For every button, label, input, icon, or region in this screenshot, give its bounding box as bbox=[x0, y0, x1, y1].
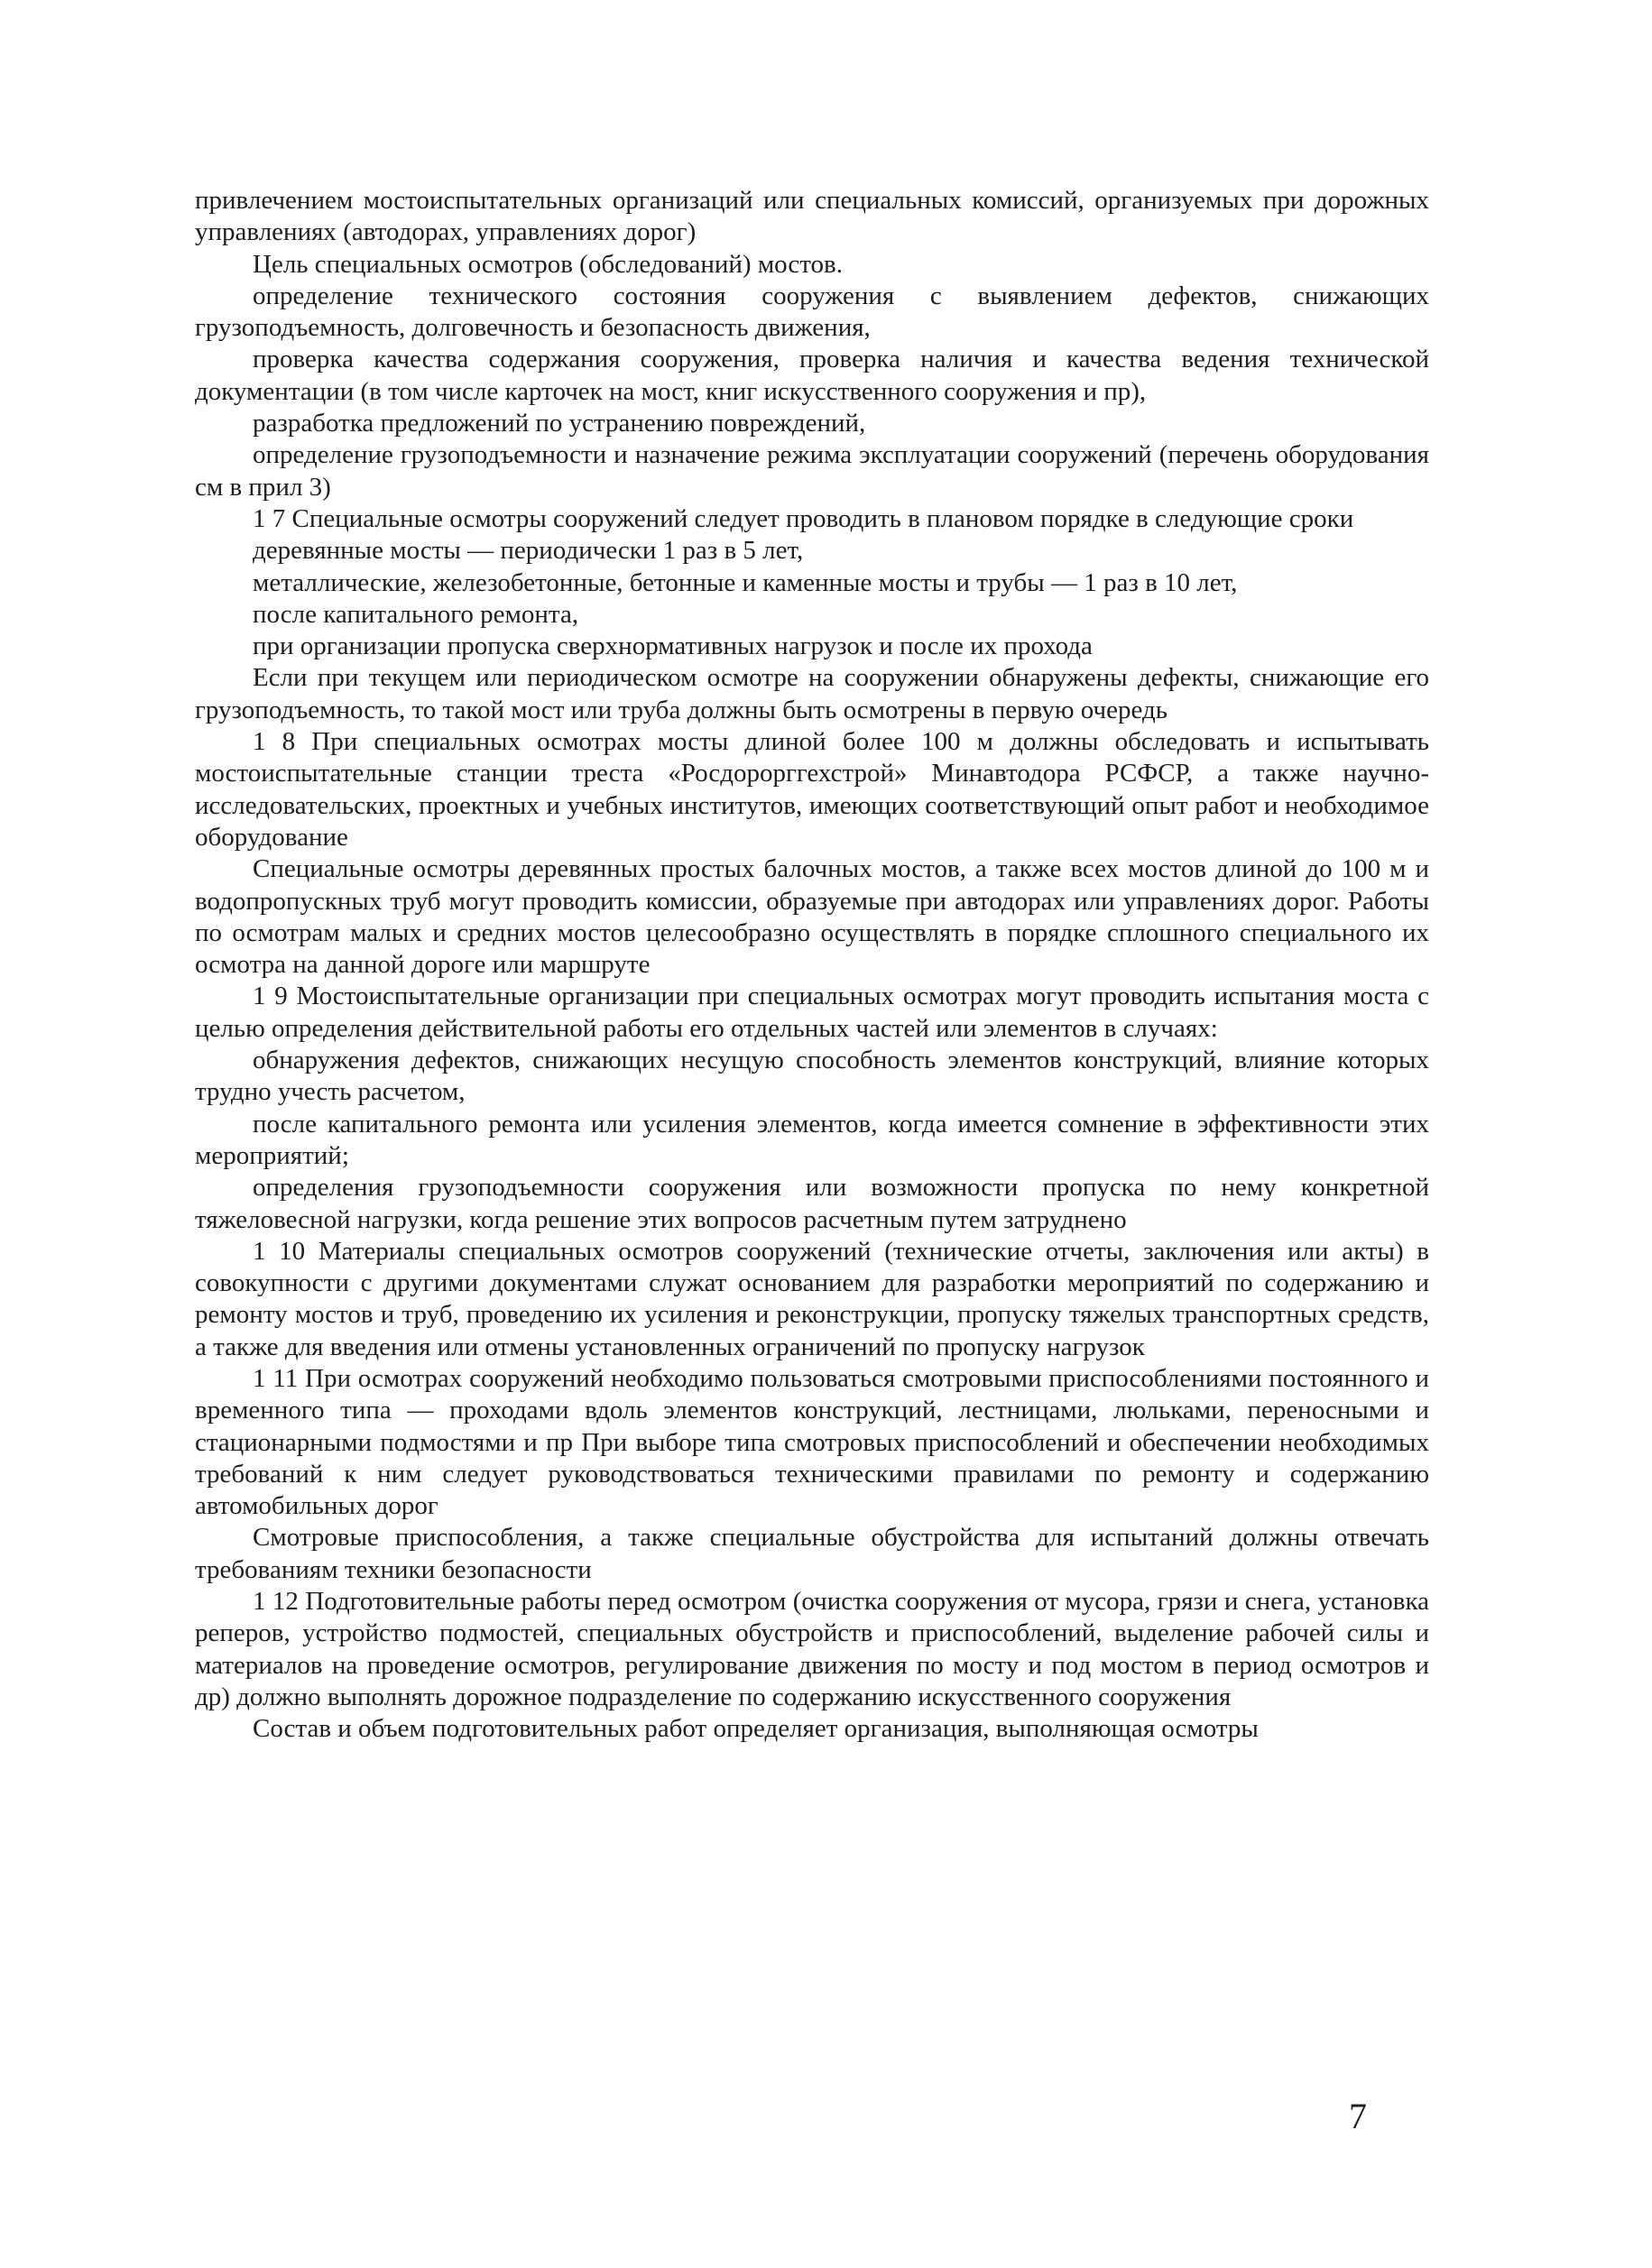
paragraph: после капитального ремонта, bbox=[253, 599, 579, 629]
paragraph: 1 9 Мостоиспытательные организации при специальных осмотрах могут проводить испытания моста с целью определения действительной работы его отдельных частей или элементов в случаях: bbox=[195, 982, 1429, 1043]
paragraph: 1 7 Специальные осмотры сооружений следует проводить в плановом порядке в следующие сроки bbox=[253, 503, 1354, 533]
paragraph: Смотровые приспособления, а также специальные обустройства для испытаний должны отвечать требованиям техники безопасности bbox=[195, 1523, 1429, 1584]
paragraph: деревянные мосты — периодически 1 раз в 5 лет, bbox=[253, 536, 804, 566]
paragraph: 1 8 При специальных осмотрах мосты длиной более 100 м должны обследовать и испытывать мостоиспытательные станции треста «Росдорорггехстрой» Минавтодора РСФСР, а также научно-исследовательских, проектных и учебных институтов, имеющих соответствующий опыт работ и необходимое оборудование bbox=[195, 727, 1429, 852]
paragraph: 1 12 Подготовительные работы перед осмотром (очистка сооружения от мусора, грязи и снега, установка реперов, устройство подмостей, специальных обустройств и приспособлений, выделение рабочей силы и материалов на проведение осмотров, регулирование движения по мосту и под мостом в период осмотров и др) должно выполнять дорожное подразделение по содержанию искусственного сооружения bbox=[195, 1587, 1429, 1711]
paragraph: Специальные осмотры деревянных простых балочных мостов, а также всех мостов длиной до 100 м и водопропускных труб могут проводить комиссии, образуемые при автодорах или управлениях дорог. Работы по осмотрам малых и средних мостов целесообразно осуществлять в порядке сплошного специального их осмотра на данной дороге или маршруте bbox=[195, 854, 1429, 980]
paragraph: определения грузоподъемности сооружения или возможности пропуска по нему конкретной тяжеловесной нагрузки, когда решение этих вопросов расчетным путем затруднено bbox=[195, 1173, 1429, 1234]
paragraph: после капитального ремонта или усиления элементов, когда имеется сомнение в эффективности этих мероприятий; bbox=[195, 1109, 1429, 1170]
paragraph: Состав и объем подготовительных работ определяет организация, выполняющая осмотры bbox=[253, 1714, 1259, 1744]
paragraph: при организации пропуска сверхнормативных нагрузок и после их прохода bbox=[253, 632, 1093, 661]
paragraph: Если при текущем или периодическом осмотре на сооружении обнаружены дефекты, снижающие его грузоподъемность, то такой мост или труба должны быть осмотрены в первую очередь bbox=[195, 663, 1429, 724]
paragraph: 1 10 Материалы специальных осмотров сооружений (технические отчеты, заключения или акты) в совокупности с другими документами служат основанием для разработки мероприятий по содержанию и ремонту мостов и труб, проведению их усиления и реконструкции, пропуску тяжелых транспортных средств, а также для введения или отмены установленных ограничений по пропуску нагрузок bbox=[195, 1236, 1429, 1361]
paragraph: определение технического состояния сооружения с выявлением дефектов, снижающих грузоподъемность, долговечность и безопасность движения, bbox=[195, 281, 1429, 343]
paragraph: 1 11 При осмотрах сооружений необходимо пользоваться смотровыми приспособлениями постоянного и временного типа — проходами вдоль элементов конструкций, лестницами, люльками, переносными и стационарными подмостями и пр При выборе типа смотровых приспособлений и обеспечении необходимых требований к ним следует руководствоваться техническими правилами по ремонту и содержанию автомобильных дорог bbox=[195, 1363, 1429, 1521]
paragraph: обнаружения дефектов, снижающих несущую способность элементов конструкций, влияние которых трудно учесть расчетом, bbox=[195, 1046, 1429, 1107]
paragraph: разработка предложений по устранению повреждений, bbox=[253, 409, 866, 438]
paragraph: определение грузоподъемности и назначение режима эксплуатации сооружений (перечень оборудования см в прил 3) bbox=[195, 440, 1429, 502]
page-number: 7 bbox=[1349, 2096, 1367, 2136]
paragraph: Цель специальных осмотров (обследований) мостов. bbox=[253, 249, 844, 279]
body-text bbox=[195, 185, 1429, 1746]
paragraph: проверка качества содержания сооружения, проверка наличия и качества ведения технической документации (в том числе карточек на мост, книг искусственного сооружения и пр), bbox=[195, 345, 1429, 406]
paragraph: привлечением мостоиспытательных организаций или специальных комиссий, организуемых при дорожных управлениях (автодорах, управлениях дорог) bbox=[195, 186, 1429, 247]
paragraph: металлические, железобетонные, бетонные и каменные мосты и трубы — 1 раз в 10 лет, bbox=[253, 567, 1238, 597]
